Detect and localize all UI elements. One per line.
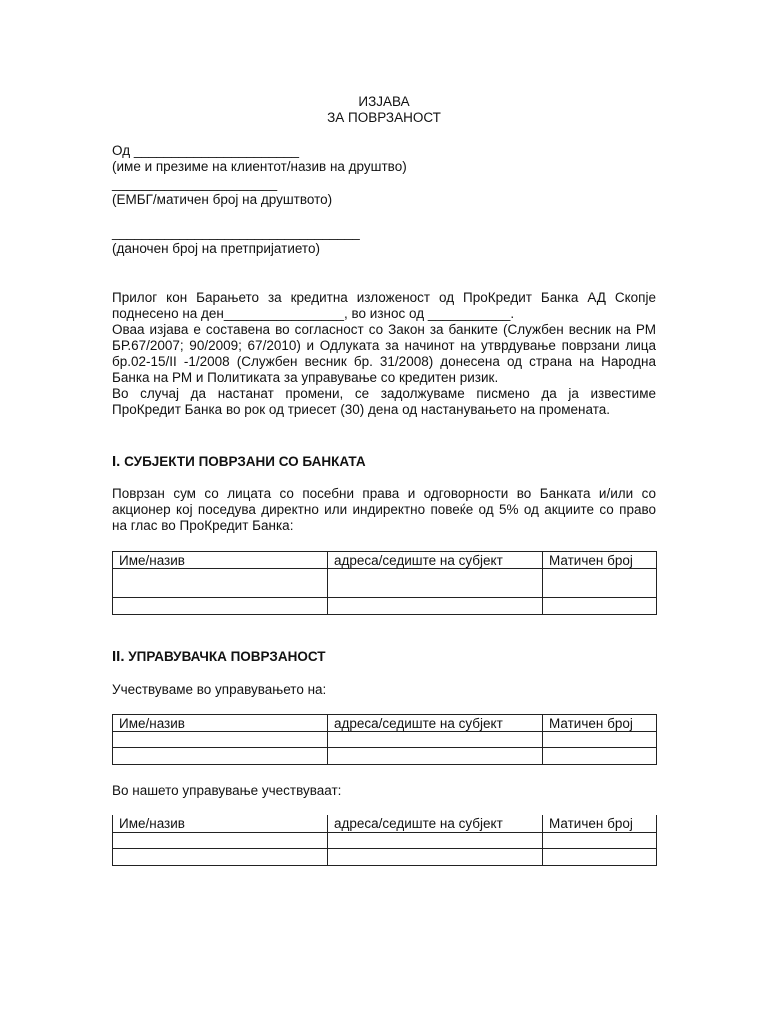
table-cell[interactable] (113, 832, 328, 848)
table-cell[interactable] (113, 848, 328, 865)
section1-title: СУБЈЕКТИ ПОВРЗАНИ СО БАНКАТА (124, 454, 366, 469)
table-cell[interactable] (543, 848, 657, 865)
table-cell[interactable] (543, 732, 657, 748)
table-cell[interactable] (328, 732, 543, 748)
section1-number: I. (112, 453, 121, 470)
management-by-table (112, 815, 657, 866)
col-header-id: Матичен број (543, 552, 657, 569)
section2-number: II. (112, 648, 125, 665)
intro-line: Прилог кон Барањето за кредитна изложеност од ПроКредит Банка АД Скопје (112, 290, 656, 305)
intro-line: поднесено на ден________________, во износ од ___________. (112, 306, 515, 321)
table-cell[interactable] (328, 848, 543, 865)
table-cell[interactable] (543, 748, 657, 765)
table-cell[interactable] (113, 598, 328, 615)
intro-line: бр.02-15/II -1/2008 (Службен весник бр. 31/2008) донесена од страна на Народна (112, 354, 656, 369)
table-row (113, 832, 657, 848)
intro-paragraph (112, 290, 656, 418)
section1-line: Поврзан сум со лицата со посебни права и одговорности во Банката и/или со (112, 486, 656, 501)
table-cell[interactable] (328, 832, 543, 848)
client-name-label: (име и презиме на клиентот/назив на друштво) (112, 159, 407, 174)
management-by-label: Во нашето управување учествуваат: (112, 783, 342, 798)
col-header-name: Име/назив (113, 715, 328, 732)
table-row (113, 748, 657, 765)
section2-heading (112, 648, 326, 665)
section1-heading (112, 453, 366, 470)
document-subtitle: ЗА ПОВРЗАНОСТ (327, 110, 441, 125)
intro-line: Оваа изјава е составена во согласност со Закон за банките (Службен весник на РМ (112, 322, 656, 337)
table-row (113, 598, 657, 615)
intro-line: Во случај да настанат промени, се задолжуваме писмено да ја известиме (112, 386, 656, 401)
related-subjects-table (112, 551, 657, 615)
section1-line: акционер кој поседува директно или индиректно повеќе од 5% од акциите со право (112, 502, 656, 517)
management-in-label: Учествуваме во управувањето на: (112, 682, 327, 697)
table-cell[interactable] (328, 748, 543, 765)
client-embg-label: (ЕМБГ/матичен број на друштвото) (112, 192, 333, 207)
col-header-id: Матичен број (543, 715, 657, 732)
table-cell[interactable] (113, 748, 328, 765)
col-header-name: Име/назив (113, 552, 328, 569)
col-header-address: адреса/седиште на субјект (328, 552, 543, 569)
col-header-address: адреса/седиште на субјект (328, 715, 543, 732)
col-header-address: адреса/седиште на субјект (328, 815, 543, 832)
document-title: ИЗЈАВА (358, 94, 410, 109)
table-row (113, 848, 657, 865)
management-in-table (112, 714, 657, 765)
intro-line: Банка на РМ и Политиката за управување со кредитен ризик. (112, 370, 499, 385)
section2-title: УПРАВУВАЧКА ПОВРЗАНОСТ (128, 649, 326, 664)
section1-line: на глас во ПроКредит Банка: (112, 518, 294, 533)
col-header-name: Име/назив (113, 815, 328, 832)
table-cell[interactable] (328, 569, 543, 598)
section1-paragraph (112, 486, 656, 534)
client-tax-line[interactable]: _________________________________ (112, 225, 360, 240)
intro-line: БР.67/2007; 90/2009; 67/2010) и Одлуката за начинот на утврдување поврзани лица (112, 338, 656, 353)
col-header-id: Матичен број (543, 815, 657, 832)
intro-line: ПроКредит Банка во рок од триесет (30) дена од настанувањето на промената. (112, 402, 611, 417)
table-cell[interactable] (113, 732, 328, 748)
table-row (113, 732, 657, 748)
table-cell[interactable] (113, 569, 328, 598)
table-cell[interactable] (543, 569, 657, 598)
table-cell[interactable] (543, 598, 657, 615)
table-cell[interactable] (328, 598, 543, 615)
table-row (113, 569, 657, 598)
table-cell[interactable] (543, 832, 657, 848)
client-tax-label: (даночен број на претпријатието) (112, 241, 320, 256)
client-embg-line[interactable]: ______________________ (112, 176, 278, 191)
client-name-line[interactable]: Од ______________________ (112, 143, 300, 158)
